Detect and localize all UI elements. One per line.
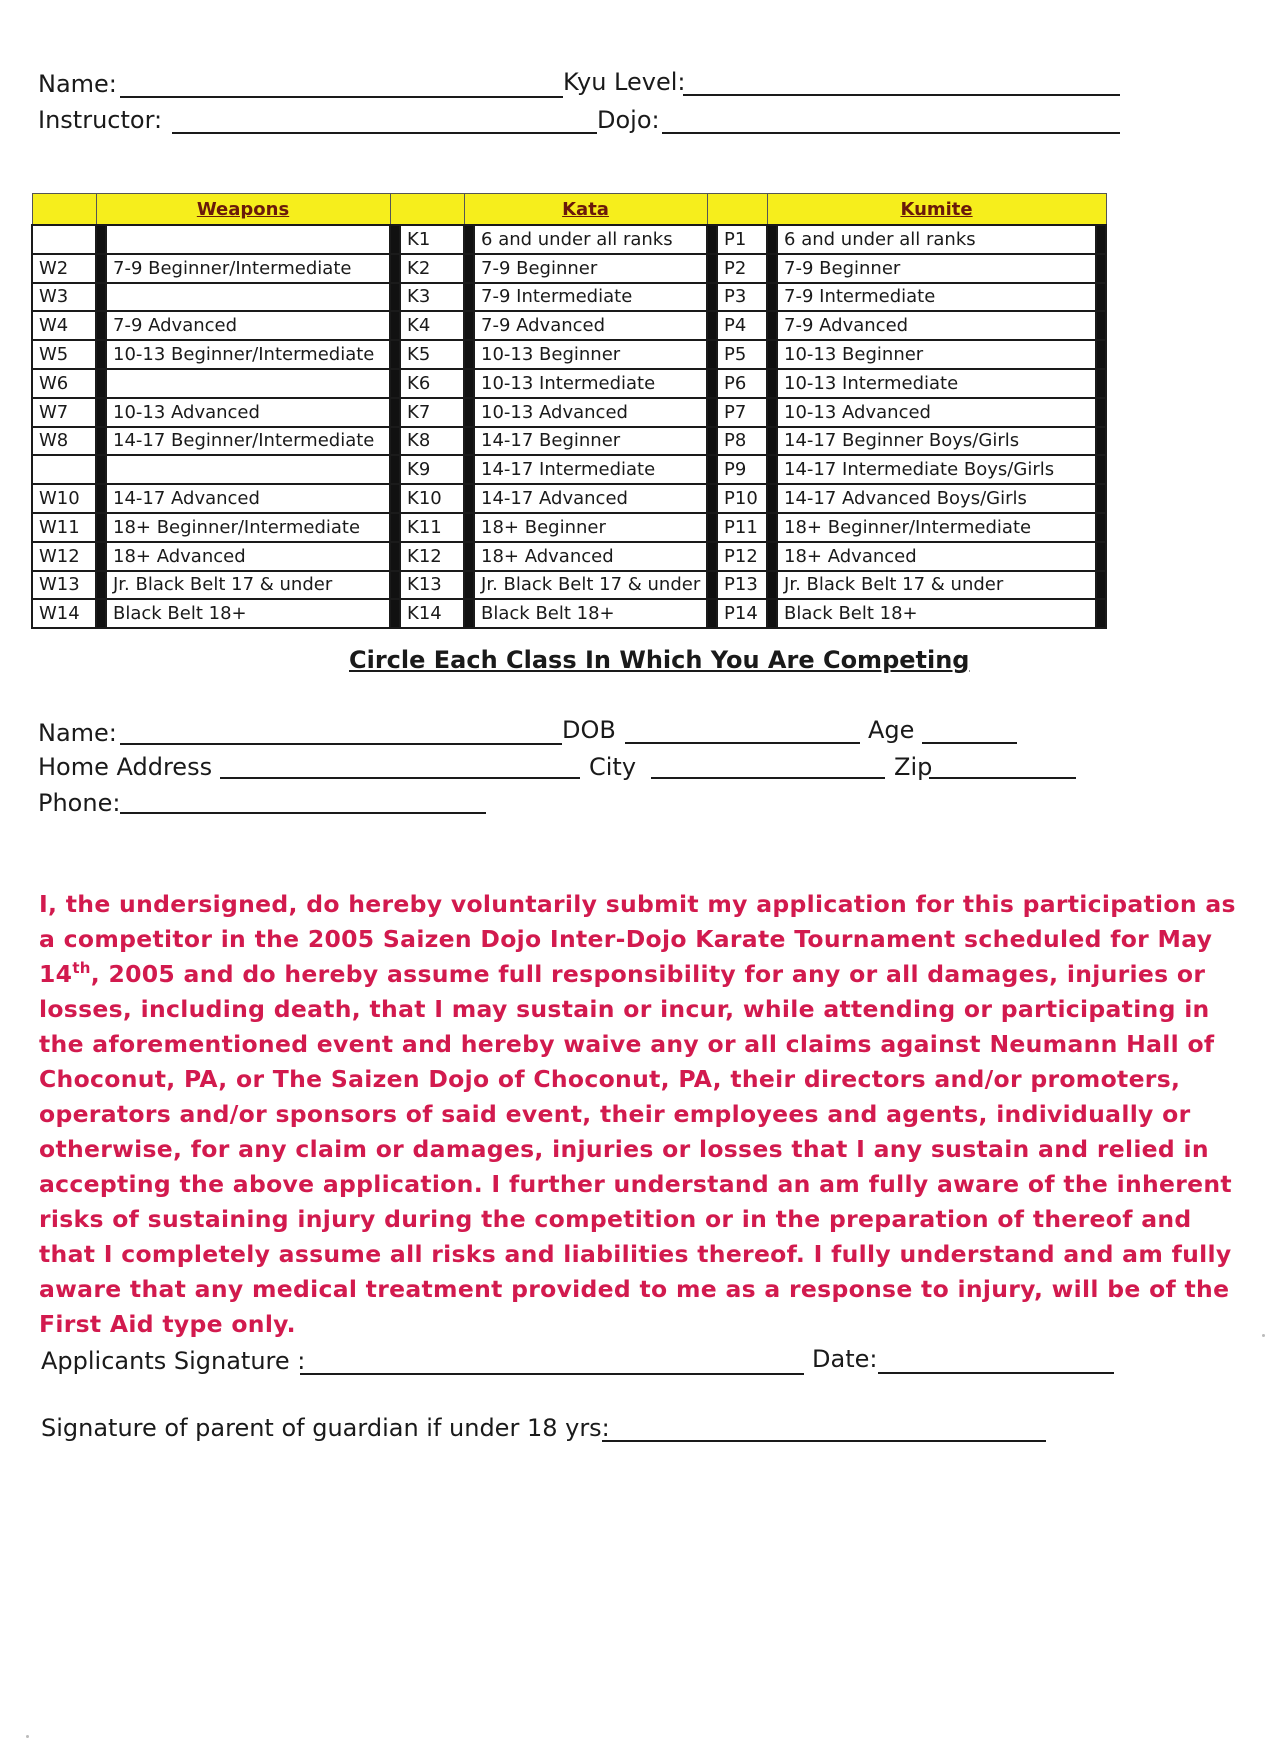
class-table xyxy=(31,193,1105,629)
column-divider xyxy=(1096,513,1106,542)
column-divider xyxy=(1096,571,1106,600)
kumite-class[interactable]: 18+ Advanced xyxy=(777,542,1096,571)
column-divider xyxy=(390,369,400,398)
column-divider xyxy=(464,455,474,484)
column-divider xyxy=(707,398,717,427)
column-divider xyxy=(464,571,474,600)
kumite-class[interactable]: 10-13 Advanced xyxy=(777,398,1096,427)
column-divider xyxy=(1096,484,1106,513)
column-divider xyxy=(464,340,474,369)
applicant-signature-field[interactable] xyxy=(300,1351,804,1375)
weapons-code: W14 xyxy=(32,599,96,628)
column-divider xyxy=(767,225,777,254)
kumite-code: P11 xyxy=(717,513,767,542)
kumite-class[interactable]: 14-17 Advanced Boys/Girls xyxy=(777,484,1096,513)
parent-signature-label: Signature of parent of guardian if under 18 yrs: xyxy=(41,1414,610,1442)
kata-class[interactable]: 7-9 Beginner xyxy=(474,254,707,283)
weapons-code xyxy=(32,455,96,484)
column-divider xyxy=(390,455,400,484)
kumite-code: P12 xyxy=(717,542,767,571)
kata-class[interactable]: 14-17 Advanced xyxy=(474,484,707,513)
column-divider xyxy=(390,571,400,600)
weapons-class[interactable]: 18+ Advanced xyxy=(106,542,390,571)
table-row xyxy=(32,427,1106,456)
kata-code: K10 xyxy=(400,484,464,513)
column-divider xyxy=(96,427,106,456)
column-divider xyxy=(767,484,777,513)
column-divider xyxy=(96,398,106,427)
waiver-text xyxy=(39,887,1239,1342)
kata-class[interactable]: 18+ Beginner xyxy=(474,513,707,542)
kata-class[interactable]: 7-9 Intermediate xyxy=(474,283,707,312)
column-divider xyxy=(96,455,106,484)
weapons-class[interactable]: 7-9 Advanced xyxy=(106,311,390,340)
date-label: Date: xyxy=(812,1345,878,1373)
table-row xyxy=(32,398,1106,427)
kata-code: K13 xyxy=(400,571,464,600)
kumite-code: P14 xyxy=(717,599,767,628)
weapons-code: W12 xyxy=(32,542,96,571)
column-divider xyxy=(390,340,400,369)
column-divider xyxy=(464,225,474,254)
column-divider xyxy=(767,542,777,571)
column-divider xyxy=(390,398,400,427)
column-divider xyxy=(390,311,400,340)
column-divider xyxy=(707,599,717,628)
weapons-code xyxy=(32,225,96,254)
kumite-code: P3 xyxy=(717,283,767,312)
table-row xyxy=(32,311,1106,340)
weapons-class[interactable] xyxy=(106,455,390,484)
column-divider xyxy=(1096,455,1106,484)
kumite-code: P13 xyxy=(717,571,767,600)
kata-code: K3 xyxy=(400,283,464,312)
column-divider xyxy=(464,513,474,542)
kumite-class[interactable]: 6 and under all ranks xyxy=(777,225,1096,254)
dojo-label: Dojo: xyxy=(597,106,660,134)
header-blank xyxy=(32,194,96,226)
kumite-code: P4 xyxy=(717,311,767,340)
weapons-class[interactable]: 10-13 Advanced xyxy=(106,398,390,427)
header-blank xyxy=(390,194,464,226)
weapons-code: W11 xyxy=(32,513,96,542)
kata-code: K4 xyxy=(400,311,464,340)
column-divider xyxy=(767,599,777,628)
kata-class[interactable]: 10-13 Intermediate xyxy=(474,369,707,398)
column-divider xyxy=(1096,542,1106,571)
instructor-field[interactable] xyxy=(172,110,597,134)
column-divider xyxy=(390,484,400,513)
column-divider xyxy=(767,340,777,369)
weapons-code: W5 xyxy=(32,340,96,369)
column-divider xyxy=(1096,311,1106,340)
kata-code: K14 xyxy=(400,599,464,628)
scan-speck xyxy=(26,1735,29,1738)
kata-class[interactable]: 14-17 Intermediate xyxy=(474,455,707,484)
kumite-code: P8 xyxy=(717,427,767,456)
column-divider xyxy=(1096,254,1106,283)
weapons-code: W8 xyxy=(32,427,96,456)
weapons-class[interactable]: Jr. Black Belt 17 & under xyxy=(106,571,390,600)
zip-label: Zip xyxy=(894,753,933,781)
kata-class[interactable]: 10-13 Advanced xyxy=(474,398,707,427)
kumite-class[interactable]: 10-13 Intermediate xyxy=(777,369,1096,398)
column-divider xyxy=(767,369,777,398)
kumite-class[interactable]: 14-17 Beginner Boys/Girls xyxy=(777,427,1096,456)
kumite-class[interactable]: Jr. Black Belt 17 & under xyxy=(777,571,1096,600)
kata-class[interactable]: 10-13 Beginner xyxy=(474,340,707,369)
kata-class[interactable]: Jr. Black Belt 17 & under xyxy=(474,571,707,600)
column-divider xyxy=(707,283,717,312)
column-divider xyxy=(96,599,106,628)
table-row xyxy=(32,599,1106,628)
column-divider xyxy=(707,455,717,484)
header-weapons: Weapons xyxy=(96,194,390,226)
table-row xyxy=(32,369,1106,398)
kata-class[interactable]: Black Belt 18+ xyxy=(474,599,707,628)
age-field[interactable] xyxy=(922,720,1017,744)
column-divider xyxy=(96,542,106,571)
weapons-class[interactable]: 7-9 Beginner/Intermediate xyxy=(106,254,390,283)
weapons-code: W2 xyxy=(32,254,96,283)
parent-signature-field[interactable] xyxy=(602,1418,1046,1442)
weapons-code: W4 xyxy=(32,311,96,340)
kata-class[interactable]: 14-17 Beginner xyxy=(474,427,707,456)
home-address-label: Home Address xyxy=(38,753,213,781)
column-divider xyxy=(96,225,106,254)
header-kata: Kata xyxy=(464,194,707,226)
column-divider xyxy=(1096,398,1106,427)
column-divider xyxy=(96,340,106,369)
weapons-class[interactable] xyxy=(106,225,390,254)
column-divider xyxy=(707,542,717,571)
weapons-code: W7 xyxy=(32,398,96,427)
column-divider xyxy=(464,484,474,513)
column-divider xyxy=(96,513,106,542)
column-divider xyxy=(464,427,474,456)
column-divider xyxy=(96,369,106,398)
column-divider xyxy=(707,513,717,542)
kumite-code: P9 xyxy=(717,455,767,484)
column-divider xyxy=(464,542,474,571)
header-kumite: Kumite xyxy=(767,194,1106,226)
column-divider xyxy=(767,311,777,340)
column-divider xyxy=(767,513,777,542)
kyu-level-label: Kyu Level: xyxy=(563,68,686,96)
kumite-class[interactable]: Black Belt 18+ xyxy=(777,599,1096,628)
column-divider xyxy=(707,311,717,340)
weapons-code: W3 xyxy=(32,283,96,312)
name-field[interactable] xyxy=(120,74,563,98)
dojo-field[interactable] xyxy=(662,110,1120,134)
weapons-class[interactable] xyxy=(106,283,390,312)
column-divider xyxy=(1096,225,1106,254)
name-label: Name: xyxy=(38,70,117,98)
table-row xyxy=(32,455,1106,484)
column-divider xyxy=(96,484,106,513)
column-divider xyxy=(464,254,474,283)
column-divider xyxy=(1096,283,1106,312)
weapons-class[interactable]: 14-17 Advanced xyxy=(106,484,390,513)
kata-code: K11 xyxy=(400,513,464,542)
column-divider xyxy=(96,283,106,312)
kata-code: K6 xyxy=(400,369,464,398)
scan-speck xyxy=(1262,1334,1265,1337)
weapons-class[interactable]: 18+ Beginner/Intermediate xyxy=(106,513,390,542)
column-divider xyxy=(464,283,474,312)
table-row xyxy=(32,283,1106,312)
kata-class[interactable]: 6 and under all ranks xyxy=(474,225,707,254)
column-divider xyxy=(464,398,474,427)
column-divider xyxy=(707,484,717,513)
table-row xyxy=(32,340,1106,369)
city-field[interactable] xyxy=(651,755,885,779)
kyu-level-field[interactable] xyxy=(683,72,1120,96)
column-divider xyxy=(96,571,106,600)
kumite-code: P6 xyxy=(717,369,767,398)
name-field-2[interactable] xyxy=(120,721,562,745)
kata-code: K5 xyxy=(400,340,464,369)
applicant-signature-label: Applicants Signature : xyxy=(41,1347,306,1375)
column-divider xyxy=(390,599,400,628)
kata-code: K7 xyxy=(400,398,464,427)
kumite-code: P1 xyxy=(717,225,767,254)
name-label-2: Name: xyxy=(38,719,117,747)
kumite-class[interactable]: 14-17 Intermediate Boys/Girls xyxy=(777,455,1096,484)
weapons-class[interactable] xyxy=(106,369,390,398)
kata-code: K12 xyxy=(400,542,464,571)
column-divider xyxy=(707,427,717,456)
table-row xyxy=(32,571,1106,600)
column-divider xyxy=(390,513,400,542)
home-address-field[interactable] xyxy=(220,755,580,779)
column-divider xyxy=(464,311,474,340)
kumite-code: P5 xyxy=(717,340,767,369)
phone-field[interactable] xyxy=(120,790,486,814)
kata-class[interactable]: 7-9 Advanced xyxy=(474,311,707,340)
age-label: Age xyxy=(868,716,915,744)
kumite-code: P2 xyxy=(717,254,767,283)
kumite-class[interactable]: 7-9 Beginner xyxy=(777,254,1096,283)
weapons-code: W13 xyxy=(32,571,96,600)
column-divider xyxy=(1096,369,1106,398)
table-body xyxy=(32,225,1106,628)
column-divider xyxy=(390,427,400,456)
column-divider xyxy=(390,225,400,254)
column-divider xyxy=(1096,427,1106,456)
column-divider xyxy=(707,340,717,369)
weapons-class[interactable]: 10-13 Beginner/Intermediate xyxy=(106,340,390,369)
column-divider xyxy=(390,283,400,312)
phone-label: Phone: xyxy=(38,789,121,817)
kumite-class[interactable]: 18+ Beginner/Intermediate xyxy=(777,513,1096,542)
city-label: City xyxy=(589,753,637,781)
date-field[interactable] xyxy=(878,1350,1114,1374)
zip-field[interactable] xyxy=(929,755,1076,779)
waiver-part-1: I, the undersigned, do hereby voluntarily submit my application for this participation as a competitor in the 2005 Saizen Dojo Inter-Dojo Karate Tournament scheduled for May 14 xyxy=(39,890,1236,988)
column-divider xyxy=(464,369,474,398)
kumite-code: P10 xyxy=(717,484,767,513)
column-divider xyxy=(1096,340,1106,369)
dob-label: DOB xyxy=(562,716,616,744)
kata-code: K1 xyxy=(400,225,464,254)
column-divider xyxy=(767,455,777,484)
kumite-code: P7 xyxy=(717,398,767,427)
header-blank xyxy=(707,194,767,226)
kumite-class[interactable]: 7-9 Advanced xyxy=(777,311,1096,340)
weapons-code: W6 xyxy=(32,369,96,398)
waiver-part-2: , 2005 and do hereby assume full responsibility for any or all damages, injuries or losses, including death, that I may sustain or incur, while attending or participating in the aforementioned event and hereby waive any or all claims against Neumann Hall of Choconut, PA, or The Saizen Dojo of Choconut, PA, their directors and/or promoters, operators and/or sponsors of said event, their employees and agents, individually or otherwise, for any claim or damages, injuries or losses that I any sustain and relied in accepting the above application. I further understand an am fully aware of the inherent risks of sustaining injury during the competition or in the preparation of thereof and that I completely assume all risks and liabilities thereof. I fully understand and am fully aware that any medical treatment provided to me as a response to injury, will be of the First Aid type only. xyxy=(39,960,1232,1338)
kata-code: K2 xyxy=(400,254,464,283)
column-divider xyxy=(767,283,777,312)
waiver-superscript: th xyxy=(72,959,91,978)
column-divider xyxy=(707,254,717,283)
table-row xyxy=(32,225,1106,254)
dob-field[interactable] xyxy=(625,720,860,744)
kata-class[interactable]: 18+ Advanced xyxy=(474,542,707,571)
weapons-class[interactable]: Black Belt 18+ xyxy=(106,599,390,628)
column-divider xyxy=(707,571,717,600)
circle-instruction: Circle Each Class In Which You Are Competing xyxy=(349,646,970,674)
column-divider xyxy=(390,542,400,571)
column-divider xyxy=(707,369,717,398)
weapons-code: W10 xyxy=(32,484,96,513)
kumite-class[interactable]: 7-9 Intermediate xyxy=(777,283,1096,312)
instructor-label: Instructor: xyxy=(38,106,163,134)
column-divider xyxy=(767,398,777,427)
column-divider xyxy=(767,571,777,600)
kata-code: K8 xyxy=(400,427,464,456)
table-row xyxy=(32,513,1106,542)
kumite-class[interactable]: 10-13 Beginner xyxy=(777,340,1096,369)
table-row xyxy=(32,484,1106,513)
column-divider xyxy=(464,599,474,628)
column-divider xyxy=(96,254,106,283)
table-row xyxy=(32,254,1106,283)
column-divider xyxy=(707,225,717,254)
column-divider xyxy=(767,254,777,283)
column-divider xyxy=(767,427,777,456)
column-divider xyxy=(390,254,400,283)
table-row xyxy=(32,542,1106,571)
kata-code: K9 xyxy=(400,455,464,484)
column-divider xyxy=(1096,599,1106,628)
weapons-class[interactable]: 14-17 Beginner/Intermediate xyxy=(106,427,390,456)
column-divider xyxy=(96,311,106,340)
